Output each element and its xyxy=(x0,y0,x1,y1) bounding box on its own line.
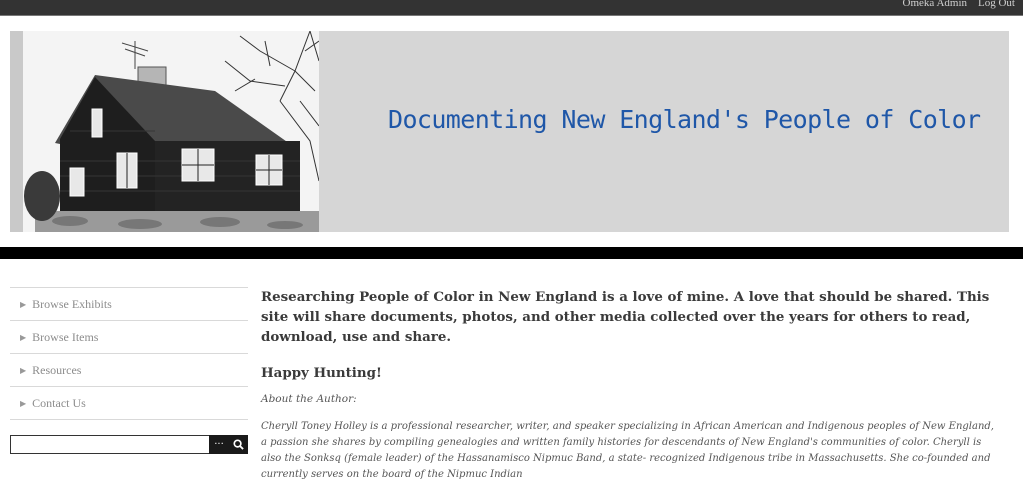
author-bio: Cheryll Toney Holley is a professional researcher, writer, and speaker specializing in African American and Indigenous peoples of New England, a passion she shares by compiling genealogies and written family histories for descendants of New England's communities of color. Cheryll is also the Sonksq (female leader) of the Hassanamisco Nipmuc Band, a state- recognized Indigenous tribe in Massachusetts. She co-founded and currently serves on the board of the Nipmuc Indian xyxy=(261,421,994,480)
admin-bar xyxy=(0,0,1023,16)
ellipsis-icon: ··· xyxy=(214,439,224,450)
search-options-button[interactable] xyxy=(209,435,229,454)
intro-text: Researching People of Color in New England is a love of mine. A love that should be shared. This site will share documents, photos, and other media collected over the years for others to read, download, use and share. xyxy=(261,289,990,345)
site-title[interactable]: Documenting New England's People of Color xyxy=(388,105,981,134)
caret-right-icon: ▶ xyxy=(20,365,27,375)
search-icon xyxy=(233,439,244,450)
main-content xyxy=(261,287,1001,483)
search-input[interactable] xyxy=(10,435,209,454)
house-photo xyxy=(10,31,319,232)
nav-label: Browse Exhibits xyxy=(32,296,112,311)
about-author-label: About the Author: xyxy=(261,393,357,405)
happy-hunting-heading: Happy Hunting! xyxy=(261,365,382,381)
nav-label: Browse Items xyxy=(32,329,99,344)
nav-contact-us[interactable] xyxy=(10,386,248,420)
caret-right-icon: ▶ xyxy=(20,398,27,408)
site-header-banner[interactable] xyxy=(10,31,1009,232)
admin-links xyxy=(903,0,1015,9)
header-divider xyxy=(0,247,1023,259)
caret-right-icon: ▶ xyxy=(20,332,27,342)
nav-browse-items[interactable] xyxy=(10,320,248,353)
sidebar-nav xyxy=(10,287,248,420)
banner-left-strip xyxy=(10,31,23,232)
nav-resources[interactable] xyxy=(10,353,248,386)
search-form xyxy=(10,435,248,454)
log-out-link[interactable]: Log Out xyxy=(978,0,1015,9)
omeka-admin-link[interactable]: Omeka Admin xyxy=(902,0,968,9)
caret-right-icon: ▶ xyxy=(20,299,27,309)
nav-label: Contact Us xyxy=(32,395,86,410)
nav-label: Resources xyxy=(32,362,82,377)
search-submit-button[interactable] xyxy=(229,435,248,454)
nav-browse-exhibits[interactable] xyxy=(10,287,248,320)
